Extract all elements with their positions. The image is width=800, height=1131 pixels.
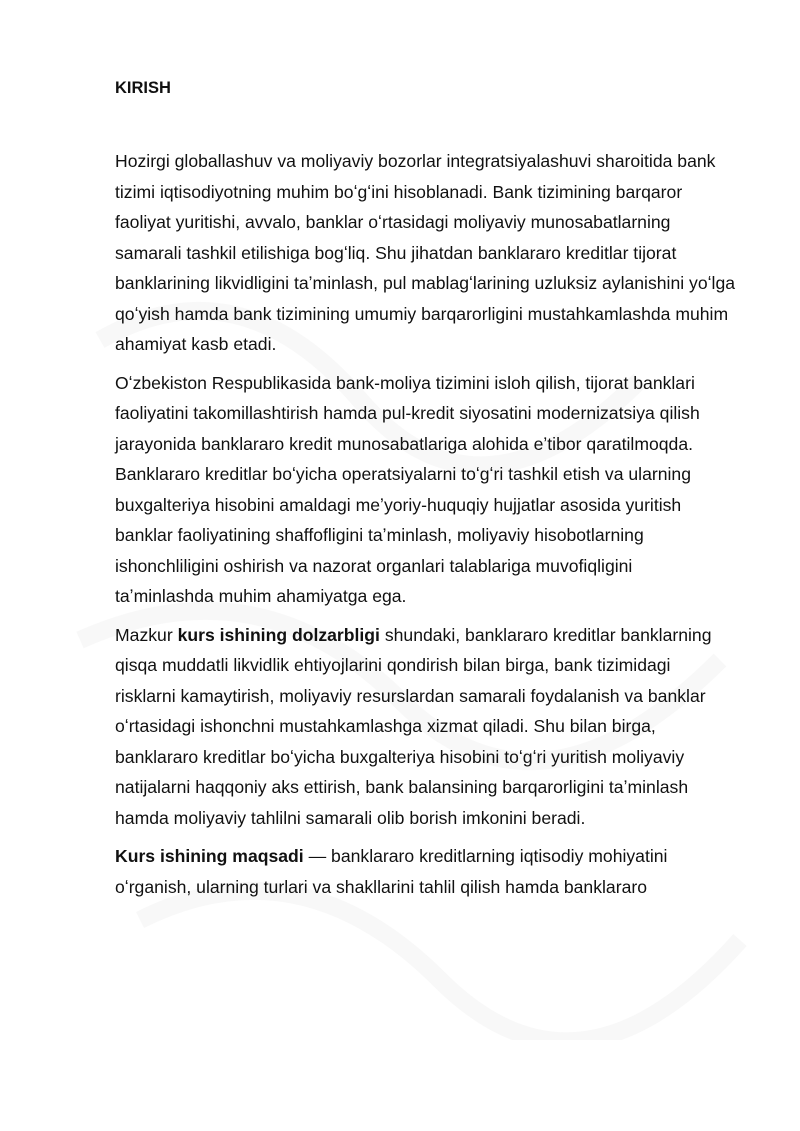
relevance-bold-term: kurs ishining dolzarbligi [177, 624, 380, 645]
paragraph-relevance [115, 620, 735, 834]
document-body [115, 76, 735, 910]
relevance-lead: Mazkur [115, 624, 178, 645]
goal-text: — banklararo kreditlarning iqtisodiy mohiyatini oʻrganish, ularning turlari va shakllarini tahlil qilish hamda banklararo [115, 846, 668, 897]
goal-bold-term: Kurs ishining maqsadi [115, 846, 304, 866]
paragraph-intro: Hozirgi globallashuv va moliyaviy bozorlar integratsiyalashuvi sharoitida bank tizimi iqtisodiyotning muhim boʻgʻini hisoblanadi. Bank tizimining barqaror faoliyat yuritishi, avvalo, banklar oʻrtasidagi moliyaviy munosabatlarning samarali tashkil etilishiga bogʻliq. Shu jihatdan banklararo kreditlar tijorat banklarining likvidligini taʼminlash, pul mablagʻlarining uzluksiz aylanishini yoʻlga qoʻyish hamda bank tizimining umumiy barqarorligini mustahkamlashda muhim ahamiyat kasb etadi. [115, 151, 736, 354]
relevance-text: shundaki, banklararo kreditlar banklarning qisqa muddatli likvidlik ehtiyojlarini qondirish bilan birga, bank tizimidagi risklarni kamaytirish, moliyaviy resurslardan samarali foydalanish va banklar oʻrtasidagi ishonchni mustahkamlashga xizmat qiladi. Shu bilan birga, banklararo kreditlar boʻyicha buxgalteriya hisobini toʻgʻri yuritish moliyaviy natijalarni haqqoniy aks ettirish, bank balansining barqarorligini taʼminlash hamda moliyaviy tahlilni samarali olib borish imkonini beradi. [115, 624, 712, 828]
paragraph-reforms: Oʻzbekiston Respublikasida bank-moliya tizimini isloh qilish, tijorat banklari faoliyatini takomillashtirish hamda pul-kredit siyosatini modernizatsiya qilish jarayonida banklararo kredit munosabatlariga alohida eʼtibor qaratilmoqda. Banklararo kreditlar boʻyicha operatsiyalarni toʻgʻri tashkil etish va ularning buxgalteriya hisobini amaldagi meʼyoriy-huquqiy hujjatlar asosida yuritish banklar faoliyatining shaffofligini taʼminlash, moliyaviy hisobotlarning ishonchliligini oshirish va nazorat organlari talablariga muvofiqligini taʼminlashda muhim ahamiyatga ega. [115, 372, 700, 606]
section-heading: KIRISH [115, 79, 171, 97]
paragraph-goal [115, 841, 735, 902]
